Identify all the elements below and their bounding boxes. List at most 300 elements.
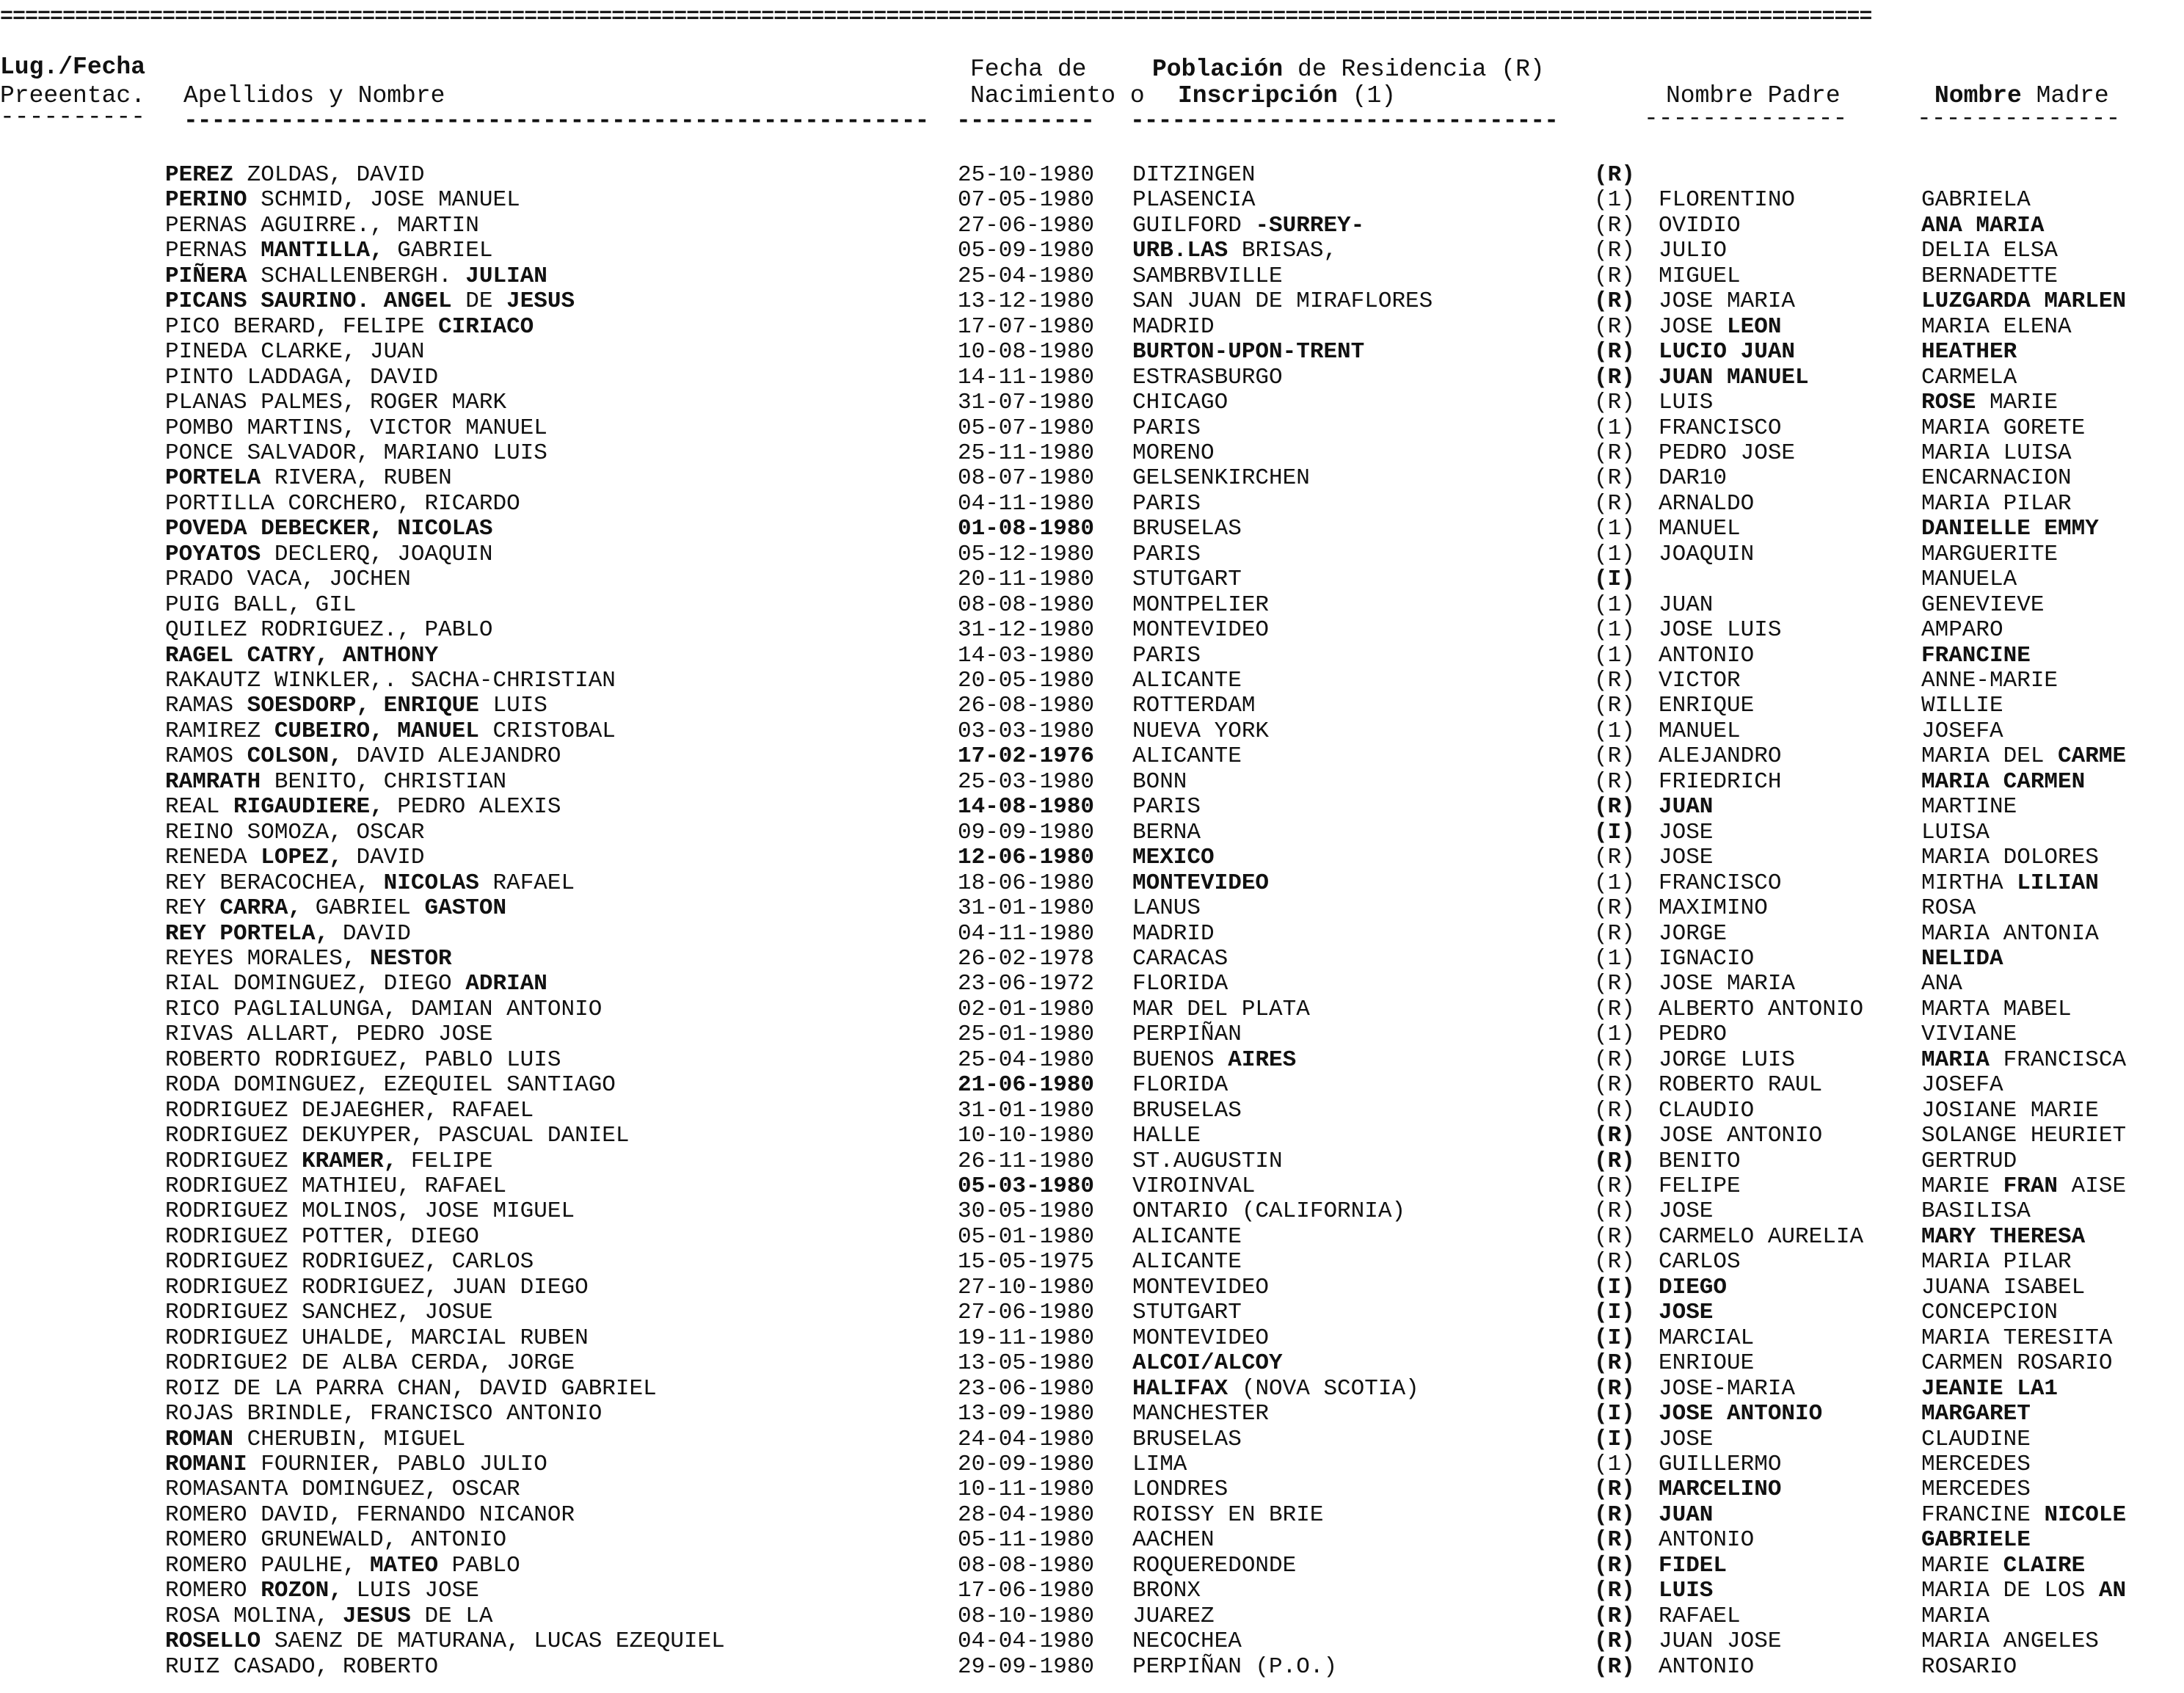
residence-flag-segment: (R) [1594,845,1635,871]
mother-name-cell [1921,365,2017,390]
residence-flag-bold-segment: (R) [1594,1603,1635,1629]
person-name-segment: FOURNIER, PABLO JULIO [247,1451,547,1477]
place-cell [1132,1199,1405,1224]
father-name-segment: ALBERTO ANTONIO [1659,996,1864,1022]
place-segment: MONTEVIDEO [1132,1274,1270,1300]
place-segment: CARACAS [1132,945,1228,972]
mother-name-segment: AMPARO [1921,617,2003,644]
birth-date-cell [958,1629,1094,1654]
place-cell [1132,1554,1296,1579]
person-name-bold-segment: PIÑERA [165,263,247,289]
birth-date-cell [958,1022,1094,1047]
place-segment: AACHEN [1132,1527,1215,1554]
birth-date-cell [958,1427,1094,1452]
residence-flag-segment: (1) [1594,187,1635,214]
residence-flag-segment: (R) [1594,1072,1635,1099]
place-segment: PARIS [1132,642,1201,669]
mother-name-cell [1921,214,2044,239]
place-segment: SAN JUAN DE MIRAFLORES [1132,288,1433,315]
father-name-segment: ENRIOUE [1659,1350,1755,1377]
header-poblacion-bold: Población [1152,56,1284,83]
residence-flag-segment: (1) [1594,516,1635,542]
place-segment: ALICANTE [1132,743,1242,770]
residence-flag-cell [1594,466,1635,491]
person-name-segment: RODRIGUEZ [165,1148,302,1174]
place-cell [1132,315,1215,340]
father-name-cell [1659,1402,1822,1427]
residence-flag-bold-segment: (R) [1594,794,1635,820]
father-name-cell [1659,1503,1713,1528]
person-name-segment: SCHALLENBERGH. [247,263,466,289]
mother-name-cell [1921,1604,1990,1629]
place-cell [1132,1275,1269,1300]
person-name-cell [165,618,492,643]
person-name-segment: DAVID [342,845,425,871]
person-name-segment: QUILEZ RODRIGUEZ., PABLO [165,617,493,644]
mother-name-cell [1921,972,1962,997]
person-name-cell [165,1427,465,1452]
birth-date-segment: 14-11-1980 [958,364,1095,390]
birth-date-cell [958,340,1094,365]
residence-flag-segment: (1) [1594,718,1635,744]
place-segment: HALLE [1132,1123,1201,1149]
person-name-cell [165,416,547,441]
person-name-cell [165,365,438,390]
residence-flag-segment: (R) [1594,212,1635,239]
place-cell [1132,1326,1269,1351]
place-segment: LANUS [1132,895,1201,922]
underline-poblacion: ------------------------------- [1130,114,1558,128]
table-row [0,593,2184,618]
table-row [0,719,2184,744]
birth-date-cell [958,390,1094,415]
person-name-cell [165,466,452,491]
table-row [0,1477,2184,1502]
birth-date-cell [958,163,1094,188]
father-name-cell [1659,871,1781,896]
residence-flag-cell [1594,1275,1635,1300]
mother-name-segment: GABRIELA [1921,187,2031,214]
person-name-cell [165,1604,492,1629]
person-name-segment: ZOLDAS, DAVID [233,162,425,188]
residence-flag-cell [1594,1554,1635,1579]
mother-name-cell [1921,1149,2017,1174]
mother-name-cell [1921,1351,2112,1376]
person-name-segment: PRADO VACA, JOCHEN [165,567,411,593]
place-segment: PARIS [1132,490,1201,517]
table-row [0,744,2184,769]
father-name-segment: OVIDIO [1659,212,1741,239]
birth-date-segment: 27-10-1980 [958,1274,1095,1300]
birth-date-cell [958,1528,1094,1553]
father-name-cell [1659,239,1727,263]
place-cell [1132,1427,1242,1452]
table-row [0,1503,2184,1528]
residence-flag-bold-segment: (R) [1594,288,1635,315]
mother-name-segment: MARIE [1921,1552,2003,1579]
birth-date-cell [958,922,1094,947]
mother-name-segment: MARIE [1976,390,2059,416]
birth-date-segment: 25-10-1980 [958,162,1095,188]
table-row [0,896,2184,921]
person-name-segment: RIVAS ALLART, PEDRO JOSE [165,1022,493,1048]
person-name-cell [165,492,520,517]
birth-date-cell [958,795,1094,820]
mother-name-bold-segment: FRANCINE [1921,642,2031,669]
father-name-cell [1659,744,1781,769]
person-name-segment: DAVID [329,920,411,947]
residence-flag-bold-segment: (I) [1594,1325,1635,1351]
residence-flag-segment: (R) [1594,465,1635,492]
father-name-cell [1659,340,1795,365]
residence-flag-cell [1594,618,1635,643]
place-cell [1132,896,1201,921]
father-name-segment: FRANCISCO [1659,870,1782,896]
mother-name-cell [1921,1427,2031,1452]
mother-name-cell [1921,567,2017,592]
person-name-cell [165,896,506,921]
place-cell [1132,188,1255,213]
mother-name-segment: MARIA PILAR [1921,1249,2072,1275]
residence-flag-bold-segment: (I) [1594,1426,1635,1452]
residence-flag-cell [1594,1149,1635,1174]
mother-name-cell [1921,795,2017,820]
birth-date-cell [958,1073,1094,1098]
residence-flag-bold-segment: (R) [1594,1527,1635,1554]
place-segment: PLASENCIA [1132,187,1256,214]
person-name-bold-segment: PEREZ [165,162,234,188]
birth-date-cell [958,1124,1094,1148]
person-name-cell [165,1402,602,1427]
father-name-cell [1659,896,1768,921]
birth-date-cell [958,593,1094,618]
place-cell [1132,1048,1296,1073]
mother-name-segment: MERCEDES [1921,1451,2031,1477]
place-segment: ALICANTE [1132,668,1242,693]
person-name-segment: DECLERQ, JOAQUIN [261,541,493,567]
person-name-segment: LUIS JOSE [342,1578,479,1604]
place-bold-segment: HALIFAX [1132,1375,1228,1402]
birth-date-cell [958,1174,1094,1199]
person-name-bold-segment: NICOLAS [383,870,479,896]
residence-flag-segment: (R) [1594,313,1635,340]
birth-date-segment: 08-10-1980 [958,1603,1095,1629]
place-segment: BUENOS [1132,1046,1228,1073]
mother-name-segment: MIRTHA [1921,870,2017,896]
father-name-cell [1659,289,1795,314]
father-name-cell [1659,1022,1727,1047]
person-name-segment: ROBERTO RODRIGUEZ, PABLO LUIS [165,1046,561,1073]
place-segment: ROQUEREDONDE [1132,1552,1297,1579]
person-name-bold-segment: CIRIACO [438,313,534,340]
father-name-segment: JUAN [1659,591,1714,618]
mother-name-cell [1921,1048,2126,1073]
mother-name-segment: CONCEPCION [1921,1300,2059,1326]
father-name-cell [1659,1528,1754,1553]
birth-date-segment: 27-06-1980 [958,212,1095,239]
residence-flag-cell [1594,340,1635,365]
residence-flag-bold-segment: (R) [1594,1148,1635,1174]
birth-date-segment: 19-11-1980 [958,1325,1095,1351]
mother-name-segment: MARTA MABEL [1921,996,2072,1022]
birth-date-bold-segment: 21-06-1980 [958,1072,1095,1099]
header-madre-bold: Nombre [1934,82,2022,109]
person-name-cell [165,567,411,592]
person-name-segment: REY [165,895,220,922]
mother-name-cell [1921,618,2003,643]
place-segment: STUTGART [1132,1300,1242,1326]
residence-flag-cell [1594,972,1635,997]
place-cell [1132,517,1242,542]
table-row [0,693,2184,718]
place-segment: GELSENKIRCHEN [1132,465,1310,492]
father-name-cell [1659,693,1754,718]
person-name-cell [165,795,561,820]
birth-date-segment: 18-06-1980 [958,870,1095,896]
place-cell [1132,593,1269,618]
father-name-segment: FRANCISCO [1659,415,1782,441]
person-name-segment: PEDRO ALEXIS [383,794,561,820]
father-name-bold-segment: FIDEL [1659,1552,1728,1579]
birth-date-cell [958,1275,1094,1300]
birth-date-segment: 23-06-1980 [958,1375,1095,1402]
person-name-bold-segment: ROMAN [165,1426,234,1452]
residence-flag-bold-segment: (R) [1594,1375,1635,1402]
person-name-cell [165,947,452,972]
place-segment: CHICAGO [1132,390,1228,416]
top-double-rule: ====================================================================================================================================================== [0,6,1872,28]
place-cell [1132,795,1201,820]
mother-name-bold-segment: LUZGARDA MARLEN [1921,288,2127,315]
place-segment: BERNA [1132,819,1201,845]
header-lugfecha-line1: Lug./Fecha [0,54,146,81]
mother-name-cell [1921,947,2003,972]
person-name-segment: PERNAS AGUIRRE., MARTIN [165,212,479,239]
person-name-bold-segment: CUBEIRO, MANUEL [274,718,479,744]
mother-name-cell [1921,1099,2099,1124]
mother-name-cell [1921,264,2058,289]
residence-flag-cell [1594,1099,1635,1124]
table-row [0,542,2184,567]
mother-name-cell [1921,593,2044,618]
father-name-segment: GUILLERMO [1659,1451,1782,1477]
birth-date-cell [958,1099,1094,1124]
person-name-cell [165,997,602,1022]
father-name-cell [1659,644,1754,669]
father-name-segment: FELIPE [1659,1173,1741,1199]
place-segment: MADRID [1132,920,1215,947]
residence-flag-segment: (R) [1594,238,1635,264]
birth-date-segment: 05-07-1980 [958,415,1095,441]
residence-flag-cell [1594,416,1635,441]
mother-name-segment: MARIA ANTONIA [1921,920,2099,947]
father-name-cell [1659,1275,1727,1300]
mother-name-bold-segment: NELIDA [1921,945,2003,972]
birth-date-segment: 24-04-1980 [958,1426,1095,1452]
mother-name-segment: MARIA LUISA [1921,440,2072,466]
person-name-cell [165,1629,725,1654]
place-cell [1132,871,1269,896]
person-name-cell [165,644,438,669]
person-name-cell [165,871,575,896]
place-cell [1132,1300,1242,1325]
mother-name-segment: MARTINE [1921,794,2017,820]
person-name-bold-segment: COLSON, [247,743,343,770]
birth-date-segment: 29-09-1980 [958,1653,1095,1680]
birth-date-segment: 04-11-1980 [958,920,1095,947]
residence-flag-segment: (R) [1594,693,1635,719]
residence-flag-cell [1594,492,1635,517]
table-row [0,1149,2184,1174]
birth-date-cell [958,1326,1094,1351]
residence-flag-segment: (R) [1594,390,1635,416]
birth-date-bold-segment: 05-03-1980 [958,1173,1095,1199]
person-name-segment: CHERUBIN, MIGUEL [233,1426,466,1452]
birth-date-cell [958,492,1094,517]
birth-date-cell [958,239,1094,263]
birth-date-cell [958,289,1094,314]
person-name-bold-segment: PERINO [165,187,247,214]
place-segment: BRISAS, [1228,238,1338,264]
residence-flag-cell [1594,1199,1635,1224]
mother-name-cell [1921,1275,2085,1300]
father-name-segment: JOSE ANTONIO [1659,1123,1823,1149]
place-cell [1132,1099,1242,1124]
birth-date-segment: 17-07-1980 [958,313,1095,340]
father-name-cell [1659,188,1795,213]
person-name-segment: DAVID ALEJANDRO [342,743,561,770]
mother-name-segment: CARMELA [1921,364,2017,390]
mother-name-cell [1921,188,2031,213]
person-name-segment: CRISTOBAL [478,718,616,744]
birth-date-segment: 17-06-1980 [958,1578,1095,1604]
residence-flag-cell [1594,997,1635,1022]
person-name-segment: RAMIREZ [165,718,274,744]
table-row [0,1452,2184,1477]
mother-name-segment: MARIE [1921,1173,2003,1199]
father-name-cell [1659,820,1713,845]
person-name-bold-segment: REY PORTELA, [165,920,330,947]
mother-name-bold-segment: AN [2098,1578,2127,1604]
birth-date-segment: 25-04-1980 [958,263,1095,289]
mother-name-cell [1921,1452,2031,1477]
mother-name-bold-segment: ANA MARIA [1921,212,2045,239]
table-row [0,441,2184,466]
residence-flag-segment: (R) [1594,1046,1635,1073]
father-name-segment: ANTONIO [1659,1527,1755,1554]
father-name-bold-segment: LEON [1727,313,1782,340]
underline-padre: -------------- [1644,112,1848,126]
mother-name-segment: MANUELA [1921,567,2017,593]
mother-name-segment: MARIA DEL [1921,743,2059,770]
mother-name-cell [1921,1300,2058,1325]
birth-date-cell [958,1250,1094,1275]
header-inscripcion-rest: (1) [1337,82,1397,109]
place-segment: BONN [1132,768,1187,795]
place-cell [1132,365,1283,390]
birth-date-cell [958,466,1094,491]
residence-flag-cell [1594,1326,1635,1351]
mother-name-cell [1921,1477,2031,1502]
father-name-cell [1659,845,1713,870]
person-name-bold-segment: MATEO [370,1552,439,1579]
person-name-segment: REINO SOMOZA, OSCAR [165,819,425,845]
residence-flag-cell [1594,188,1635,213]
person-name-cell [165,669,616,693]
residence-flag-bold-segment: (I) [1594,1300,1635,1326]
place-segment: STUTGART [1132,567,1242,593]
father-name-bold-segment: DIEGO [1659,1274,1728,1300]
mother-name-cell [1921,896,1976,921]
residence-flag-cell [1594,1174,1635,1199]
birth-date-segment: 31-12-1980 [958,617,1095,644]
birth-date-cell [958,1579,1094,1603]
birth-date-cell [958,871,1094,896]
person-name-bold-segment: ROMANI [165,1451,247,1477]
place-cell [1132,820,1201,845]
residence-flag-cell [1594,390,1635,415]
person-name-segment: GABRIEL [302,895,425,922]
father-name-cell [1659,1452,1781,1477]
father-name-cell [1659,1477,1781,1502]
table-row [0,795,2184,820]
birth-date-cell [958,845,1094,870]
place-segment: GUILFORD [1132,212,1256,239]
residence-flag-cell [1594,517,1635,542]
father-name-segment: JOSE [1659,1426,1714,1452]
residence-flag-segment: (1) [1594,415,1635,441]
table-row [0,845,2184,870]
place-segment: PARIS [1132,415,1201,441]
place-segment: BRUSELAS [1132,1097,1242,1124]
residence-flag-segment: (R) [1594,971,1635,997]
person-name-segment: RODRIGUEZ MATHIEU, RAFAEL [165,1173,507,1199]
table-row [0,289,2184,314]
place-segment: BRONX [1132,1578,1201,1604]
residence-flag-cell [1594,744,1635,769]
place-cell [1132,1604,1215,1629]
father-name-segment: ANTONIO [1659,1653,1755,1680]
person-name-segment: DE [451,288,507,315]
birth-date-cell [958,1655,1094,1680]
father-name-cell [1659,947,1754,972]
person-name-cell [165,1250,534,1275]
header-nacimiento-line1: Fecha de [970,56,1087,83]
person-name-cell [165,1351,575,1376]
table-row [0,1250,2184,1275]
residence-flag-cell [1594,1579,1635,1603]
residence-flag-segment: (1) [1594,642,1635,669]
residence-flag-bold-segment: (R) [1594,1350,1635,1377]
residence-flag-segment: (R) [1594,1223,1635,1250]
birth-date-segment: 20-11-1980 [958,567,1095,593]
residence-flag-cell [1594,1351,1635,1376]
father-name-cell [1659,1629,1781,1654]
person-name-segment: RODRIGUEZ DEJAEGHER, RAFAEL [165,1097,534,1124]
father-name-segment: ARNALDO [1659,490,1755,517]
mother-name-bold-segment: CLAIRE [2003,1552,2086,1579]
table-row [0,1275,2184,1300]
father-name-segment: RAFAEL [1659,1603,1741,1629]
place-cell [1132,693,1255,718]
birth-date-segment: 27-06-1980 [958,1300,1095,1326]
residence-flag-cell [1594,1452,1635,1477]
person-name-cell [165,922,411,947]
birth-date-cell [958,1300,1094,1325]
father-name-segment: ROBERTO RAUL [1659,1072,1823,1099]
person-name-cell [165,1377,657,1402]
residence-flag-cell [1594,770,1635,795]
